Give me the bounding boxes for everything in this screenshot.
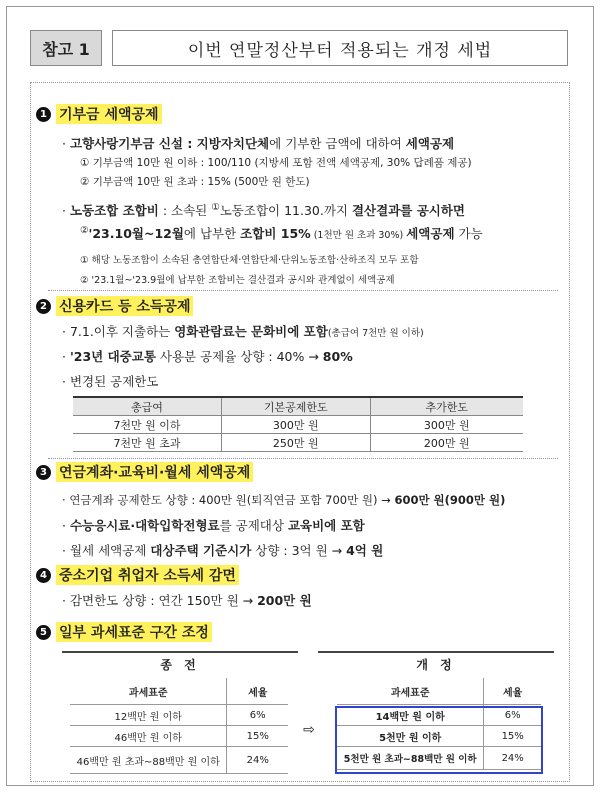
table-row (73, 416, 523, 434)
bullet-union-dues-cont: ②'23.10월~12월에 납부한 조합비 15% (1천만 원 초과 30%) 세액공제 가능 (80, 224, 483, 241)
detail-line: ② '23.1월~'23.9월에 납부한 조합비는 결산결과 공시와 관계없이 세액공제 (80, 275, 395, 286)
highlight-box (335, 706, 543, 774)
caption-rule (318, 651, 554, 653)
table-header-row (73, 397, 523, 416)
column-header: 과세표준 (337, 678, 484, 705)
column-header: 과세표준 (70, 678, 227, 705)
bullet-union-dues: · 노동조합 조합비 : 소속된 ①노동조합이 11.30.까지 결산결과를 공시하면 (62, 201, 465, 218)
section-1-heading (36, 104, 162, 124)
table-cell: 250만 원 (222, 434, 371, 452)
detail-line: ① 기부금액 10만 원 이하 : 100/110 (지방세 포함 전액 세액공제, 30% 답례품 제공) (80, 157, 472, 169)
section-title: 중소기업 취업자 소득세 감면 (56, 565, 239, 585)
table-row (73, 434, 523, 452)
section-number-badge: 2 (36, 299, 51, 314)
section-3-heading (36, 462, 253, 482)
detail-line: ① 해당 노동조합이 소속된 총연합단체·연합단체·단위노동조합·산하조직 모두 포함 (80, 255, 419, 266)
bullet-reduction-limit: · 감면한도 상향 : 연간 150만 원 → 200만 원 (62, 593, 312, 608)
section-number-badge: 4 (36, 568, 51, 583)
page-title: 이번 연말정산부터 적용되는 개정 세법 (112, 30, 568, 66)
bullet-education-expense: · 수능응시료·대학입학전형료를 공제대상 교육비에 포함 (62, 518, 365, 533)
before-bracket-table (70, 678, 288, 774)
table-cell: 12백만 원 이하 (70, 705, 227, 726)
table-cell: 46백만 원 이하 (70, 726, 227, 747)
column-header: 총급여 (73, 397, 222, 416)
detail-line: ② 기부금액 10만 원 초과 : 15% (500만 원 한도) (80, 176, 310, 188)
table-cell: 5천만 원 이하 (337, 726, 484, 747)
table-cell: 14백만 원 이하 (337, 705, 484, 726)
bullet-public-transit: · '23년 대중교통 사용분 공제율 상향 : 40% → 80% (62, 349, 353, 364)
section-4-heading (36, 565, 239, 585)
divider (48, 458, 558, 459)
caption-rule (62, 651, 298, 653)
table-cell: 6% (227, 705, 288, 726)
table-row (70, 726, 288, 747)
table-cell: 5천만 원 초과~88백만 원 이하 (337, 747, 484, 770)
section-title: 연금계좌·교육비·월세 세액공제 (56, 462, 253, 482)
before-caption: 종 전 (160, 658, 200, 672)
table-header-row (337, 678, 541, 705)
section-number-badge: 5 (36, 625, 51, 640)
section-2-heading (36, 296, 193, 316)
reference-tag: 참고 1 (30, 30, 102, 66)
table-cell: 24% (227, 747, 288, 774)
section-title: 기부금 세액공제 (56, 104, 162, 124)
column-header: 세율 (484, 678, 541, 705)
table-row (70, 747, 288, 774)
bullet-rent-credit: · 월세 세액공제 대상주택 기준시가 상향 : 3억 원 → 4억 원 (62, 543, 384, 558)
table-cell: 15% (227, 726, 288, 747)
divider (48, 290, 558, 291)
bullet-pension-limit: · 연금계좌 공제한도 상향 : 400만 원(퇴직연금 포함 700만 원) → 600만 원(900만 원) (62, 493, 506, 507)
arrow-icon: ⇨ (303, 722, 315, 738)
section-5-heading (36, 622, 212, 642)
column-header: 기본공제한도 (222, 397, 371, 416)
column-header: 추가한도 (370, 397, 523, 416)
table-cell: 15% (484, 726, 541, 747)
table-cell: 6% (484, 705, 541, 726)
section-title: 신용카드 등 소득공제 (56, 296, 193, 316)
table-cell: 24% (484, 747, 541, 770)
column-header: 세율 (227, 678, 288, 705)
after-caption: 개 정 (416, 658, 456, 672)
bullet-hometown-donation: · 고향사랑기부금 신설 : 지방자치단체에 기부한 금액에 대하여 세액공제 (62, 136, 455, 151)
table-cell: 7천만 원 이하 (73, 416, 222, 434)
section-title: 일부 과세표준 구간 조정 (56, 622, 212, 642)
section-number-badge: 1 (36, 107, 51, 122)
bullet-movie-fee: · 7.1.이후 지출하는 영화관람료는 문화비에 포함(총급여 7천만 원 이하) (62, 324, 424, 339)
deduction-limit-table (73, 396, 523, 452)
section-number-badge: 3 (36, 465, 51, 480)
table-cell: 300만 원 (222, 416, 371, 434)
table-cell: 46백만 원 초과~88백만 원 이하 (70, 747, 227, 774)
table-row (70, 705, 288, 726)
table-cell: 300만 원 (370, 416, 523, 434)
table-cell: 200만 원 (370, 434, 523, 452)
table-header-row (70, 678, 288, 705)
bullet-limit-change: · 변경된 공제한도 (62, 374, 159, 389)
table-cell: 7천만 원 초과 (73, 434, 222, 452)
